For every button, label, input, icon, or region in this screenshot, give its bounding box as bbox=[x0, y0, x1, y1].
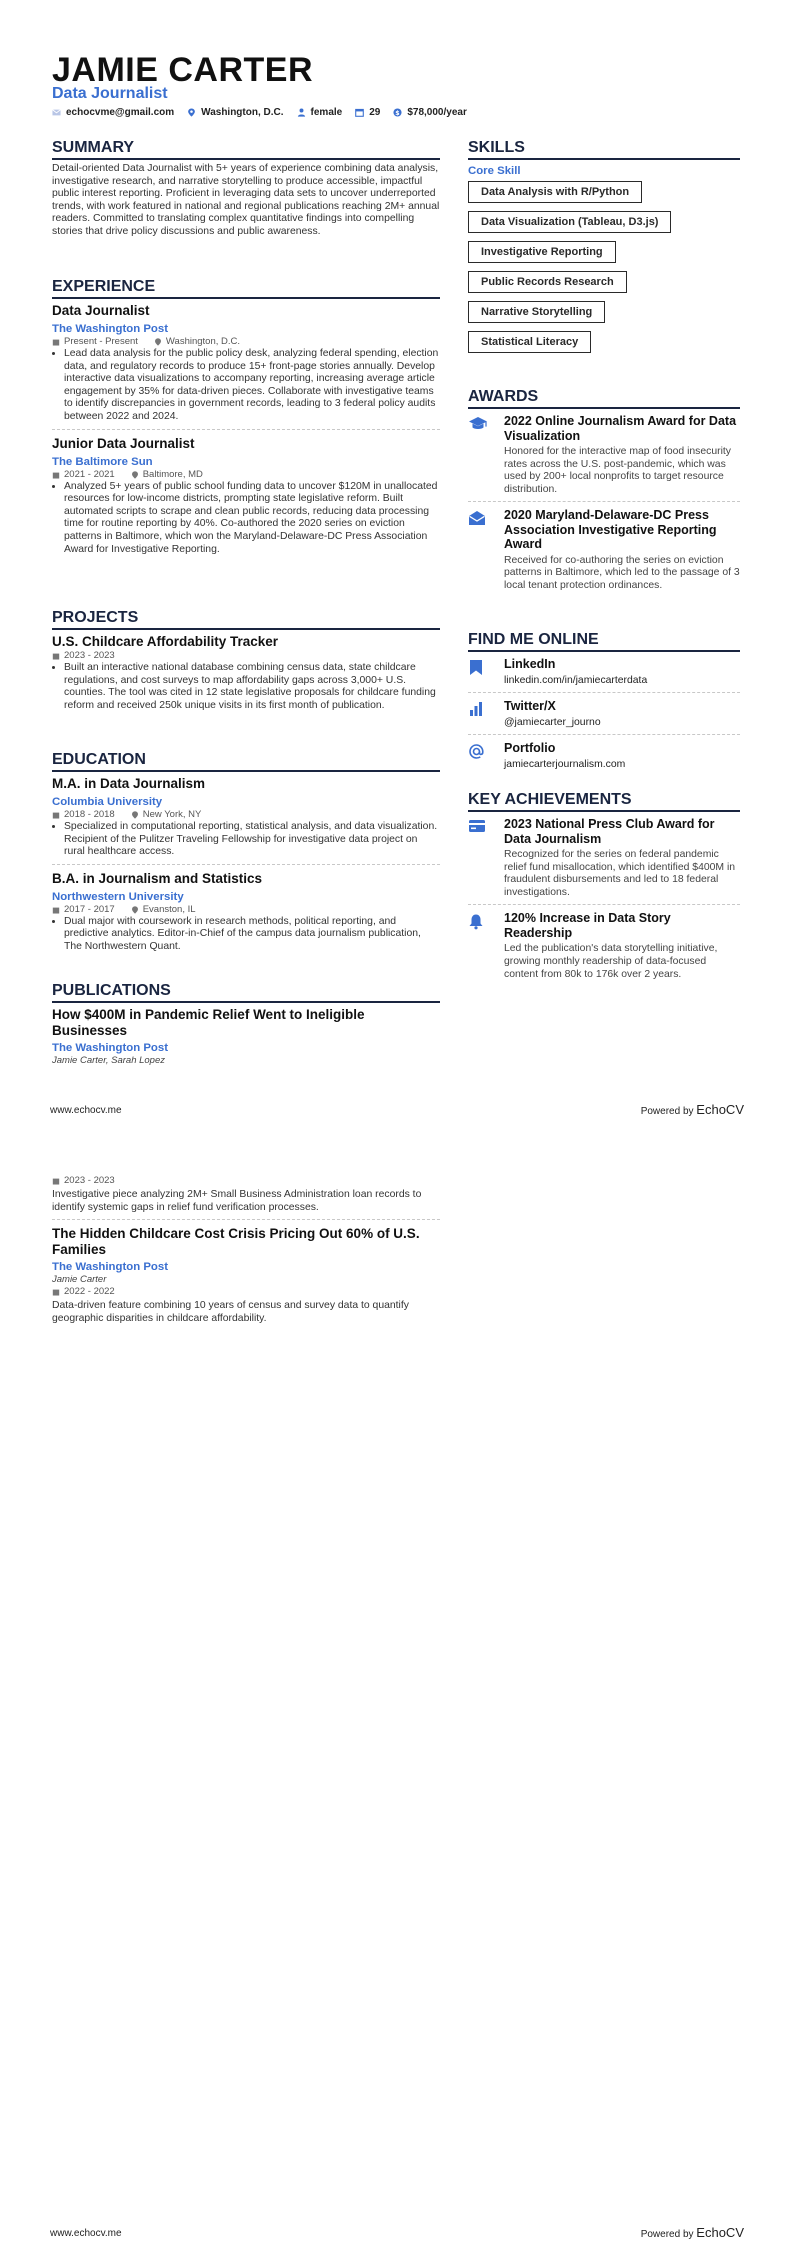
publication-meta bbox=[52, 1286, 440, 1298]
award-title: 2020 Maryland-Delaware-DC Press Association Investigative Reporting Award bbox=[504, 508, 717, 552]
job-meta bbox=[52, 469, 440, 481]
brand-logo-text: EchoCV bbox=[696, 2225, 744, 2240]
bar-chart-icon bbox=[468, 701, 484, 717]
publication-outlet[interactable]: The Washington Post bbox=[52, 1261, 169, 1274]
education-meta bbox=[52, 904, 440, 916]
education-location: Evanston, IL bbox=[142, 903, 196, 915]
award-title: 2022 Online Journalism Award for Data Visualization bbox=[504, 414, 737, 443]
item-divider bbox=[468, 692, 740, 693]
project-meta bbox=[52, 650, 440, 662]
publication-meta bbox=[52, 1175, 440, 1187]
map-pin-icon bbox=[131, 906, 139, 914]
publications-section bbox=[52, 982, 440, 1067]
online-link[interactable]: @jamiecarter_journo bbox=[504, 716, 601, 728]
footer-powered-by[interactable]: Powered by EchoCV bbox=[640, 1102, 744, 1117]
bullet-item: • Specialized in computational reporting, statistical analysis, and data visualization. Recipient of the Pulitzer Traveling Fellowship for investigative data project on rural healthcare access. bbox=[64, 821, 440, 859]
publication-description: Data-driven feature combining 10 years of census and survey data to quantify geographic disparities in childcare affordability. bbox=[52, 1300, 409, 1324]
item-divider bbox=[52, 1219, 440, 1220]
svg-text:$: $ bbox=[395, 109, 401, 117]
online-label: Portfolio bbox=[504, 741, 556, 756]
awards-section bbox=[468, 388, 740, 593]
card-icon bbox=[468, 819, 486, 833]
experience-heading: EXPERIENCE bbox=[52, 278, 440, 299]
education-bullets bbox=[52, 916, 440, 954]
job-location: Washington, D.C. bbox=[165, 336, 241, 347]
online-item[interactable] bbox=[468, 657, 740, 687]
dollar-circle-icon bbox=[393, 108, 402, 117]
education-heading: EDUCATION bbox=[52, 751, 440, 772]
skill-tag: Data Visualization (Tableau, D3.js) bbox=[468, 211, 671, 233]
achievement-item bbox=[468, 911, 740, 981]
projects-section bbox=[52, 609, 440, 712]
map-pin-icon bbox=[131, 811, 139, 819]
map-pin-icon bbox=[154, 338, 162, 346]
candidate-role: Data Journalist bbox=[52, 85, 168, 102]
project-title: U.S. Childcare Affordability Tracker bbox=[52, 634, 279, 649]
job-employer[interactable]: The Washington Post bbox=[52, 323, 169, 335]
education-meta bbox=[52, 809, 440, 821]
summary-text: Detail-oriented Data Journalist with 5+ years of experience combining data analysis, investigative research, and narrative storytelling to produce accessible, impactful public interest reporting. Proficient in leveraging data sets to uncover underreported trends, with work featured in national and regional publications reaching 2M+ annual readers. Committed to translating complex quantitative findings into compelling stories that drive policy discussions and public awareness. bbox=[52, 163, 440, 237]
education-item bbox=[52, 871, 440, 954]
job-dates: 2021 - 2021 bbox=[64, 468, 115, 480]
degree-title: B.A. in Journalism and Statistics bbox=[52, 870, 263, 886]
brand-logo-text: EchoCV bbox=[696, 1102, 744, 1117]
item-divider bbox=[468, 734, 740, 735]
education-item bbox=[52, 776, 440, 859]
project-bullets bbox=[52, 662, 440, 712]
achievements-section bbox=[468, 791, 740, 981]
item-divider bbox=[468, 501, 740, 502]
contact-salary: $ $78,000/year bbox=[393, 107, 467, 118]
awards-heading: AWARDS bbox=[468, 388, 740, 409]
contact-bar bbox=[52, 107, 480, 118]
online-item[interactable] bbox=[468, 741, 740, 771]
item-divider bbox=[468, 904, 740, 905]
project-item bbox=[52, 634, 440, 712]
publications-heading: PUBLICATIONS bbox=[52, 982, 440, 1003]
education-location: New York, NY bbox=[142, 809, 202, 820]
skill-tag: Investigative Reporting bbox=[468, 241, 616, 263]
item-divider bbox=[52, 429, 440, 430]
award-item bbox=[468, 414, 740, 496]
publication-dates: 2022 - 2022 bbox=[64, 1286, 115, 1298]
education-dates: 2017 - 2017 bbox=[64, 903, 115, 915]
publication-authors: Jamie Carter bbox=[52, 1274, 107, 1286]
achievement-title: 2023 National Press Club Award for Data Journalism bbox=[504, 817, 715, 846]
experience-item bbox=[52, 436, 440, 557]
summary-heading: SUMMARY bbox=[52, 139, 440, 160]
online-link[interactable]: linkedin.com/in/jamiecarterdata bbox=[504, 674, 648, 686]
publication-item bbox=[52, 1007, 440, 1067]
map-pin-icon bbox=[131, 471, 139, 479]
map-pin-icon bbox=[187, 108, 196, 117]
summary-section bbox=[52, 139, 440, 239]
achievement-title: 120% Increase in Data Story Readership bbox=[504, 911, 671, 940]
item-divider bbox=[52, 864, 440, 865]
bell-icon bbox=[468, 913, 484, 930]
calendar-icon bbox=[52, 471, 60, 479]
achievements-heading: KEY ACHIEVEMENTS bbox=[468, 791, 740, 812]
person-icon bbox=[297, 108, 306, 117]
skills-subheading: Core Skill bbox=[468, 165, 521, 177]
bullet-item: • Built an interactive national database combining census data, state childcare regulations, and cost surveys to map affordability gaps across 3,000+ U.S. counties. The tool was cited in 12 state legislative proposals for childcare funding reform and received 250k unique visits in its first month of publication. bbox=[64, 662, 440, 712]
graduation-cap-icon bbox=[468, 416, 488, 432]
education-bullets bbox=[52, 821, 440, 859]
school-name[interactable]: Northwestern University bbox=[52, 890, 184, 903]
publication-item bbox=[52, 1226, 440, 1325]
project-dates: 2023 - 2023 bbox=[64, 650, 115, 661]
candidate-name: JAMIE CARTER bbox=[52, 51, 314, 89]
projects-heading: PROJECTS bbox=[52, 609, 440, 630]
footer-powered-by[interactable]: Powered by EchoCV bbox=[640, 2225, 744, 2240]
degree-title: M.A. in Data Journalism bbox=[52, 776, 206, 791]
publication-title: How $400M in Pandemic Relief Went to Ineligible Businesses bbox=[52, 1007, 365, 1038]
skills-heading: SKILLS bbox=[468, 139, 740, 160]
online-heading: FIND ME ONLINE bbox=[468, 631, 740, 652]
envelope-icon bbox=[52, 108, 61, 117]
award-description: Received for co-authoring the series on eviction patterns in Baltimore, which led to the passage of 3 local tenant protection ordinances. bbox=[504, 554, 740, 592]
calendar-icon bbox=[52, 652, 60, 660]
online-label: Twitter/X bbox=[504, 699, 556, 714]
contact-email[interactable]: echocvme@gmail.com bbox=[52, 107, 174, 118]
bullet-item: • Dual major with coursework in research methods, political reporting, and predictive analytics. Editor-in-Chief of the campus data journalism publication, The Northwestern Quant. bbox=[64, 916, 440, 954]
online-item[interactable] bbox=[468, 699, 740, 729]
school-name[interactable]: Columbia University bbox=[52, 796, 163, 808]
calendar-icon bbox=[52, 1288, 60, 1296]
publication-dates: 2023 - 2023 bbox=[64, 1175, 115, 1186]
publication-authors: Jamie Carter, Sarah Lopez bbox=[52, 1055, 166, 1066]
footer-website[interactable]: www.echocv.me bbox=[50, 1105, 122, 1116]
at-sign-icon bbox=[468, 743, 485, 760]
job-dates: Present - Present bbox=[64, 336, 138, 347]
bullet-item: • Analyzed 5+ years of public school funding data to uncover $120M in unallocated resources for low-income districts, prompting state legislative reform. Built automated scripts to scrape and clean public records, reducing data processing time for routine reporting by 40%. Co-authored the 2020 series on eviction patterns in Baltimore, which won the Maryland-Delaware-DC Press Association Award for Investigative Reporting. bbox=[64, 481, 440, 557]
skill-tag: Data Analysis with R/Python bbox=[468, 181, 642, 203]
publication-outlet[interactable]: The Washington Post bbox=[52, 1042, 169, 1054]
publications-continued bbox=[52, 1175, 440, 1325]
publication-title: The Hidden Childcare Cost Crisis Pricing Out 60% of U.S. Families bbox=[52, 1226, 420, 1258]
job-meta bbox=[52, 336, 440, 348]
job-location: Baltimore, MD bbox=[142, 468, 203, 480]
online-section bbox=[468, 631, 740, 771]
resume-page-2 bbox=[0, 1123, 794, 2246]
calendar-icon bbox=[52, 338, 60, 346]
contact-location: Washington, D.C. bbox=[187, 107, 283, 118]
education-section bbox=[52, 751, 440, 954]
experience-item bbox=[52, 303, 440, 424]
publication-item bbox=[52, 1175, 440, 1214]
job-bullets bbox=[52, 348, 440, 424]
job-title: Data Journalist bbox=[52, 303, 150, 318]
job-bullets bbox=[52, 481, 440, 557]
achievement-item bbox=[468, 817, 740, 899]
skill-tag: Public Records Research bbox=[468, 271, 627, 293]
envelope-open-icon bbox=[468, 510, 486, 526]
bullet-item: • Lead data analysis for the public policy desk, analyzing federal spending, election data, and regulatory records to produce 15+ front-page stories annually. Develop interactive data visualizations to accompany reporting, increasing average article engagement by 35% for data-driven pieces. Collaborate with investigative teams to identify discrepancies in government records, leading to 3 federal policy audits between 2022 and 2024. bbox=[64, 348, 440, 424]
calendar-icon bbox=[52, 811, 60, 819]
contact-age: 29 bbox=[355, 107, 380, 118]
award-description: Honored for the interactive map of food insecurity rates across the U.S. post-pandemic, which was used by 200+ local nonprofits to target resource distribution. bbox=[504, 446, 731, 495]
calendar-icon bbox=[52, 906, 60, 914]
calendar-icon bbox=[52, 1177, 60, 1185]
achievement-description: Recognized for the series on federal pandemic relief fund misallocation, which identified $400M in fraudulent disbursements and led to 18 federal investigations. bbox=[504, 849, 736, 898]
online-link[interactable]: jamiecarterjournalism.com bbox=[504, 758, 626, 770]
experience-section bbox=[52, 278, 440, 556]
footer-website[interactable]: www.echocv.me bbox=[50, 2228, 122, 2239]
job-employer[interactable]: The Baltimore Sun bbox=[52, 455, 153, 468]
education-dates: 2018 - 2018 bbox=[64, 809, 115, 820]
skills-list bbox=[468, 181, 740, 353]
publication-description: Investigative piece analyzing 2M+ Small Business Administration loan records to identify systemic gaps in relief fund verification processes. bbox=[52, 1189, 422, 1213]
skill-tag: Statistical Literacy bbox=[468, 331, 591, 353]
achievement-description: Led the publication's data storytelling initiative, growing monthly readership of data-focused content from 80k to 176k over 2 years. bbox=[504, 943, 718, 980]
contact-gender: female bbox=[297, 107, 343, 118]
award-item bbox=[468, 508, 740, 592]
skill-tag: Narrative Storytelling bbox=[468, 301, 605, 323]
calendar-icon bbox=[355, 108, 364, 117]
bookmark-icon bbox=[468, 659, 484, 676]
job-title: Junior Data Journalist bbox=[52, 435, 195, 451]
skills-section bbox=[468, 139, 740, 361]
online-label: LinkedIn bbox=[504, 657, 556, 671]
